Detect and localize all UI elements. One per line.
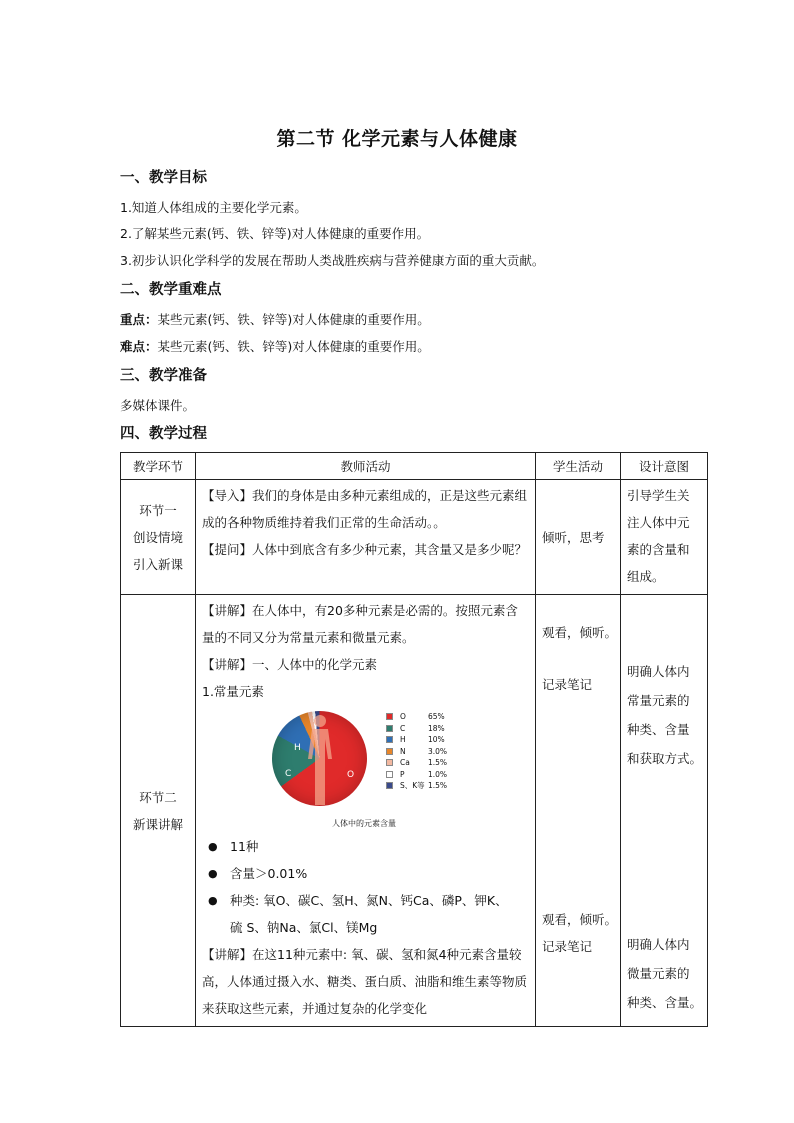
intent-line: 和获取方式。 <box>627 751 703 766</box>
pie-legend <box>386 711 447 792</box>
intent-line: 明确人体内 <box>627 937 690 952</box>
student-cell <box>536 595 621 1027</box>
legend-entry <box>386 757 447 769</box>
teacher-paragraph <box>202 941 529 1022</box>
intent-line: 素的含量和 <box>627 542 690 557</box>
intent-line: 组成。 <box>627 569 665 584</box>
legend-label: N <box>400 746 406 756</box>
table-header-row <box>121 453 708 480</box>
goal-item: 2.了解某些元素(钙、铁、锌等)对人体健康的重要作用。 <box>120 226 430 241</box>
keypoint-zhong <box>120 310 430 328</box>
teacher-paragraph <box>202 597 529 651</box>
list-item <box>202 887 529 914</box>
intent-cell <box>621 480 708 595</box>
keypoint-label: 难点： <box>120 339 158 354</box>
stage-line: 引入新课 <box>132 556 183 572</box>
section-heading-process: 四、教学过程 <box>120 426 207 442</box>
stage-line: 环节二 <box>139 789 177 805</box>
human-body-silhouette-icon <box>303 713 337 807</box>
legend-swatch <box>386 759 393 766</box>
legend-swatch <box>386 782 393 789</box>
list-item <box>202 860 529 887</box>
bullet-text: 11种 <box>230 839 259 854</box>
pie-slice-label: H <box>294 743 301 753</box>
bullet-text: 含量＞0.01% <box>230 866 308 881</box>
legend-value: 3.0% <box>428 746 448 756</box>
header-student: 学生活动 <box>536 453 621 480</box>
section-heading-keypoints: 二、教学重难点 <box>120 282 222 298</box>
student-activity: 倾听，思考 <box>542 529 605 545</box>
goal-item: 3.初步认识化学科学的发展在帮助人类战胜疾病与营养健康方面的重大贡献。 <box>120 253 545 268</box>
legend-swatch <box>386 713 393 720</box>
page-title: 第二节 化学元素与人体健康 <box>276 128 518 150</box>
teacher-paragraph <box>202 536 529 563</box>
teacher-paragraph: 1.常量元素 <box>202 684 264 699</box>
student-cell <box>536 480 621 595</box>
text: 人体中到底含有多少种元素，其含量又是多少呢？ <box>252 542 528 557</box>
tag: 【讲解】 <box>202 657 253 672</box>
legend-label: P <box>400 769 405 779</box>
legend-value: 1.5% <box>428 781 448 790</box>
intent-line: 常量元素的 <box>627 693 690 708</box>
element-pie-chart <box>202 709 529 827</box>
section-heading-goals: 一、教学目标 <box>120 170 207 186</box>
bullet-icon: ● <box>208 867 218 880</box>
section-heading-prep: 三、教学准备 <box>120 368 207 384</box>
bullet-icon: ● <box>208 840 218 853</box>
header-intent: 设计意图 <box>621 453 708 480</box>
legend-swatch <box>386 771 393 778</box>
tag: 【讲解】 <box>202 603 253 618</box>
legend-swatch <box>386 748 393 755</box>
chart-caption: 人体中的元素含量 <box>332 819 396 828</box>
intent-line: 种类、含量 <box>627 722 690 737</box>
tag: 【提问】 <box>202 542 253 557</box>
tag: 【讲解】 <box>202 947 253 962</box>
legend-entry <box>386 734 447 746</box>
legend-entry <box>386 780 447 792</box>
intent-line: 明确人体内 <box>627 664 690 679</box>
intent-block <box>627 657 702 773</box>
teacher-cell <box>196 480 536 595</box>
student-activity: 记录笔记 <box>542 939 593 954</box>
pie-slice-label: C <box>285 769 292 779</box>
keypoint-label: 重点： <box>120 312 158 327</box>
prep-text: 多媒体课件。 <box>120 398 196 413</box>
intent-line: 引导学生关 <box>627 488 690 503</box>
bullet-text: 硫 S、钠Na、氯Cl、镁Mg <box>230 920 378 935</box>
legend-swatch <box>386 725 393 732</box>
text: 一、人体中的化学元素 <box>252 657 378 672</box>
intent-line: 微量元素的 <box>627 966 690 981</box>
tag: 【导入】 <box>202 488 253 503</box>
legend-entry <box>386 769 447 781</box>
stage-cell <box>121 480 196 595</box>
stage-cell <box>121 595 196 1027</box>
legend-label: H <box>400 735 406 744</box>
legend-entry <box>386 746 447 758</box>
legend-label: S、K等 <box>400 781 425 790</box>
keypoint-text: 某些元素(钙、铁、锌等)对人体健康的重要作用。 <box>157 312 430 327</box>
goal-item: 1.知道人体组成的主要化学元素。 <box>120 200 307 215</box>
student-activity: 记录笔记 <box>542 677 593 692</box>
legend-value: 18% <box>428 723 445 733</box>
list-item <box>202 833 529 860</box>
text: 我们的身体是由多种元素组成的，正是这些元素组成的各种物质维持着我们正常的生命活动。。 <box>202 488 528 530</box>
table-row <box>121 595 708 1027</box>
intent-block <box>627 930 702 1017</box>
legend-label: C <box>400 723 406 733</box>
legend-value: 10% <box>428 735 445 744</box>
list-item <box>202 914 529 941</box>
legend-label: Ca <box>400 758 410 767</box>
text: 在这11种元素中: 氧、碳、氢和氮4种元素含量较高，人体通过摄入水、糖类、蛋白质、油脂和维生素等物质来获取这些元素，并通过复杂的化学变化 <box>202 947 528 1016</box>
stage-line: 环节一 <box>139 502 177 518</box>
teacher-paragraph <box>202 482 529 536</box>
legend-entry <box>386 723 447 735</box>
pie-slice-label: O <box>347 770 355 780</box>
legend-entry <box>386 711 447 723</box>
student-activity: 观看，倾听。 <box>542 625 618 640</box>
legend-swatch <box>386 736 393 743</box>
process-table <box>120 452 708 1027</box>
header-teacher: 教师活动 <box>196 453 536 480</box>
bullet-text: 种类: 氧O、碳C、氢H、氮N、钙Ca、磷P、钾K、 <box>230 893 508 908</box>
table-row <box>121 480 708 595</box>
legend-value: 1.5% <box>428 758 448 767</box>
text: 在人体中，有20多种元素是必需的。按照元素含量的不同又分为常量元素和微量元素。 <box>202 603 518 645</box>
keypoint-text: 某些元素(钙、铁、锌等)对人体健康的重要作用。 <box>157 339 430 354</box>
legend-label: O <box>400 712 406 721</box>
bullet-icon: ● <box>208 894 218 907</box>
legend-value: 1.0% <box>428 769 448 779</box>
student-activity: 观看，倾听。 <box>542 912 618 927</box>
stage-line: 新课讲解 <box>132 816 183 832</box>
stage-line: 创设情境 <box>132 529 183 545</box>
legend-value: 65% <box>428 712 445 721</box>
intent-line: 种类、含量。 <box>627 995 703 1010</box>
header-stage: 教学环节 <box>121 453 196 480</box>
teacher-paragraph <box>202 651 529 678</box>
intent-cell <box>621 595 708 1027</box>
intent-line: 注人体中元 <box>627 515 690 530</box>
keypoint-nan <box>120 337 430 355</box>
teacher-cell <box>196 595 536 1027</box>
